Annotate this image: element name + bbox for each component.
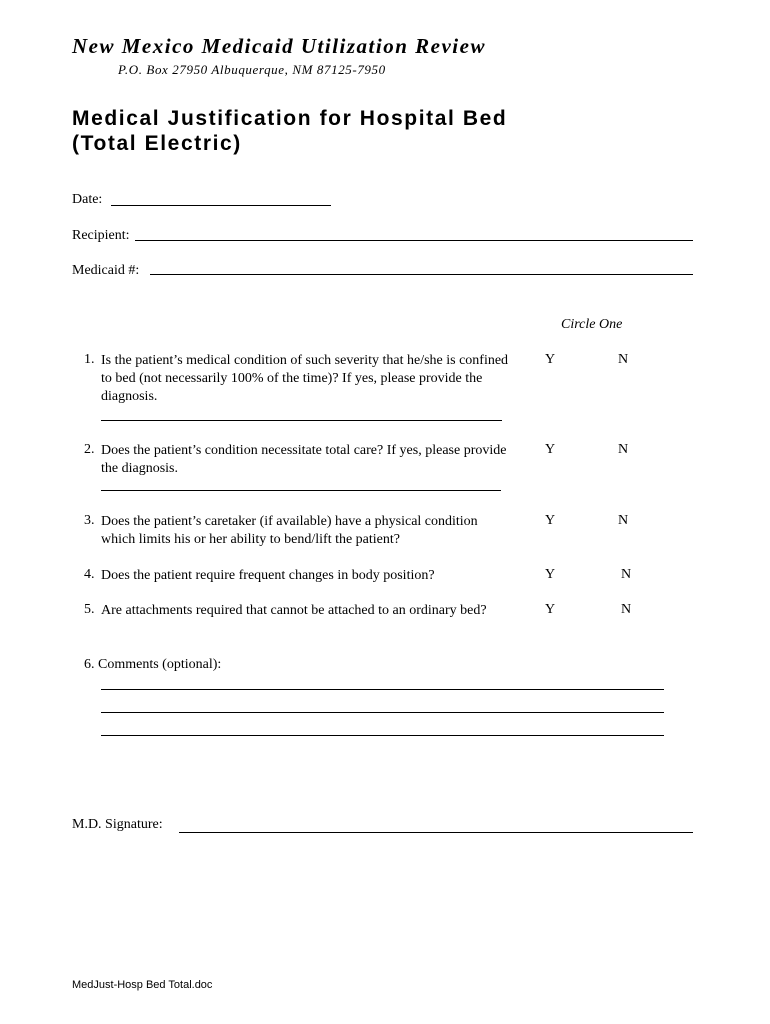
medicaid-number-field[interactable] (150, 274, 693, 275)
form-title-line-2: (Total Electric) (72, 132, 242, 155)
question-2-diagnosis-field[interactable] (101, 490, 501, 491)
comments-line-3[interactable] (101, 735, 664, 736)
question-2-text: Does the patient’s condition necessitate total care? If yes, please provide the diagnosis. (101, 443, 507, 476)
date-label: Date: (72, 192, 103, 207)
question-4-number: 4. (84, 567, 95, 582)
question-1-number: 1. (84, 352, 95, 367)
question-2-number: 2. (84, 442, 95, 457)
document-filename: MedJust-Hosp Bed Total.doc (72, 979, 213, 991)
question-2-no-option[interactable]: N (618, 442, 629, 457)
question-1-no-option[interactable]: N (618, 352, 629, 367)
comments-line-2[interactable] (101, 712, 664, 713)
signature-label: M.D. Signature: (72, 817, 163, 832)
question-4-yes-option[interactable]: Y (545, 567, 556, 582)
question-5-number: 5. (84, 602, 95, 617)
question-5-yes-option[interactable]: Y (545, 602, 556, 617)
date-field[interactable] (111, 205, 331, 206)
question-4-no-option[interactable]: N (621, 567, 632, 582)
question-5-text: Are attachments required that cannot be attached to an ordinary bed? (101, 603, 487, 618)
signature-field[interactable] (179, 832, 693, 833)
comments-label: 6. Comments (optional): (84, 657, 222, 672)
question-3-number: 3. (84, 513, 95, 528)
recipient-label: Recipient: (72, 228, 130, 243)
circle-one-label: Circle One (561, 317, 623, 332)
question-1-text: Is the patient’s medical condition of such severity that he/she is confined to bed (not necessarily 100% of the time)? If yes, please provide the diagnosis. (101, 353, 509, 404)
question-3-yes-option[interactable]: Y (545, 513, 556, 528)
question-2-yes-option[interactable]: Y (545, 442, 556, 457)
organization-address: P.O. Box 27950 Albuquerque, NM 87125-7950 (118, 62, 386, 77)
form-title-line-1: Medical Justification for Hospital Bed (72, 107, 508, 130)
question-3-no-option[interactable]: N (618, 513, 629, 528)
recipient-field[interactable] (135, 240, 693, 241)
medicaid-number-label: Medicaid #: (72, 263, 140, 278)
question-5-no-option[interactable]: N (621, 602, 632, 617)
question-3-text: Does the patient’s caretaker (if available) have a physical condition which limits his or her ability to bend/lift the patient? (101, 514, 478, 547)
question-1-yes-option[interactable]: Y (545, 352, 556, 367)
question-1-diagnosis-field[interactable] (101, 420, 502, 421)
question-4-text: Does the patient require frequent changes in body position? (101, 568, 435, 583)
form-title (72, 106, 507, 156)
organization-name: New Mexico Medicaid Utilization Review (72, 34, 486, 58)
comments-line-1[interactable] (101, 689, 664, 690)
